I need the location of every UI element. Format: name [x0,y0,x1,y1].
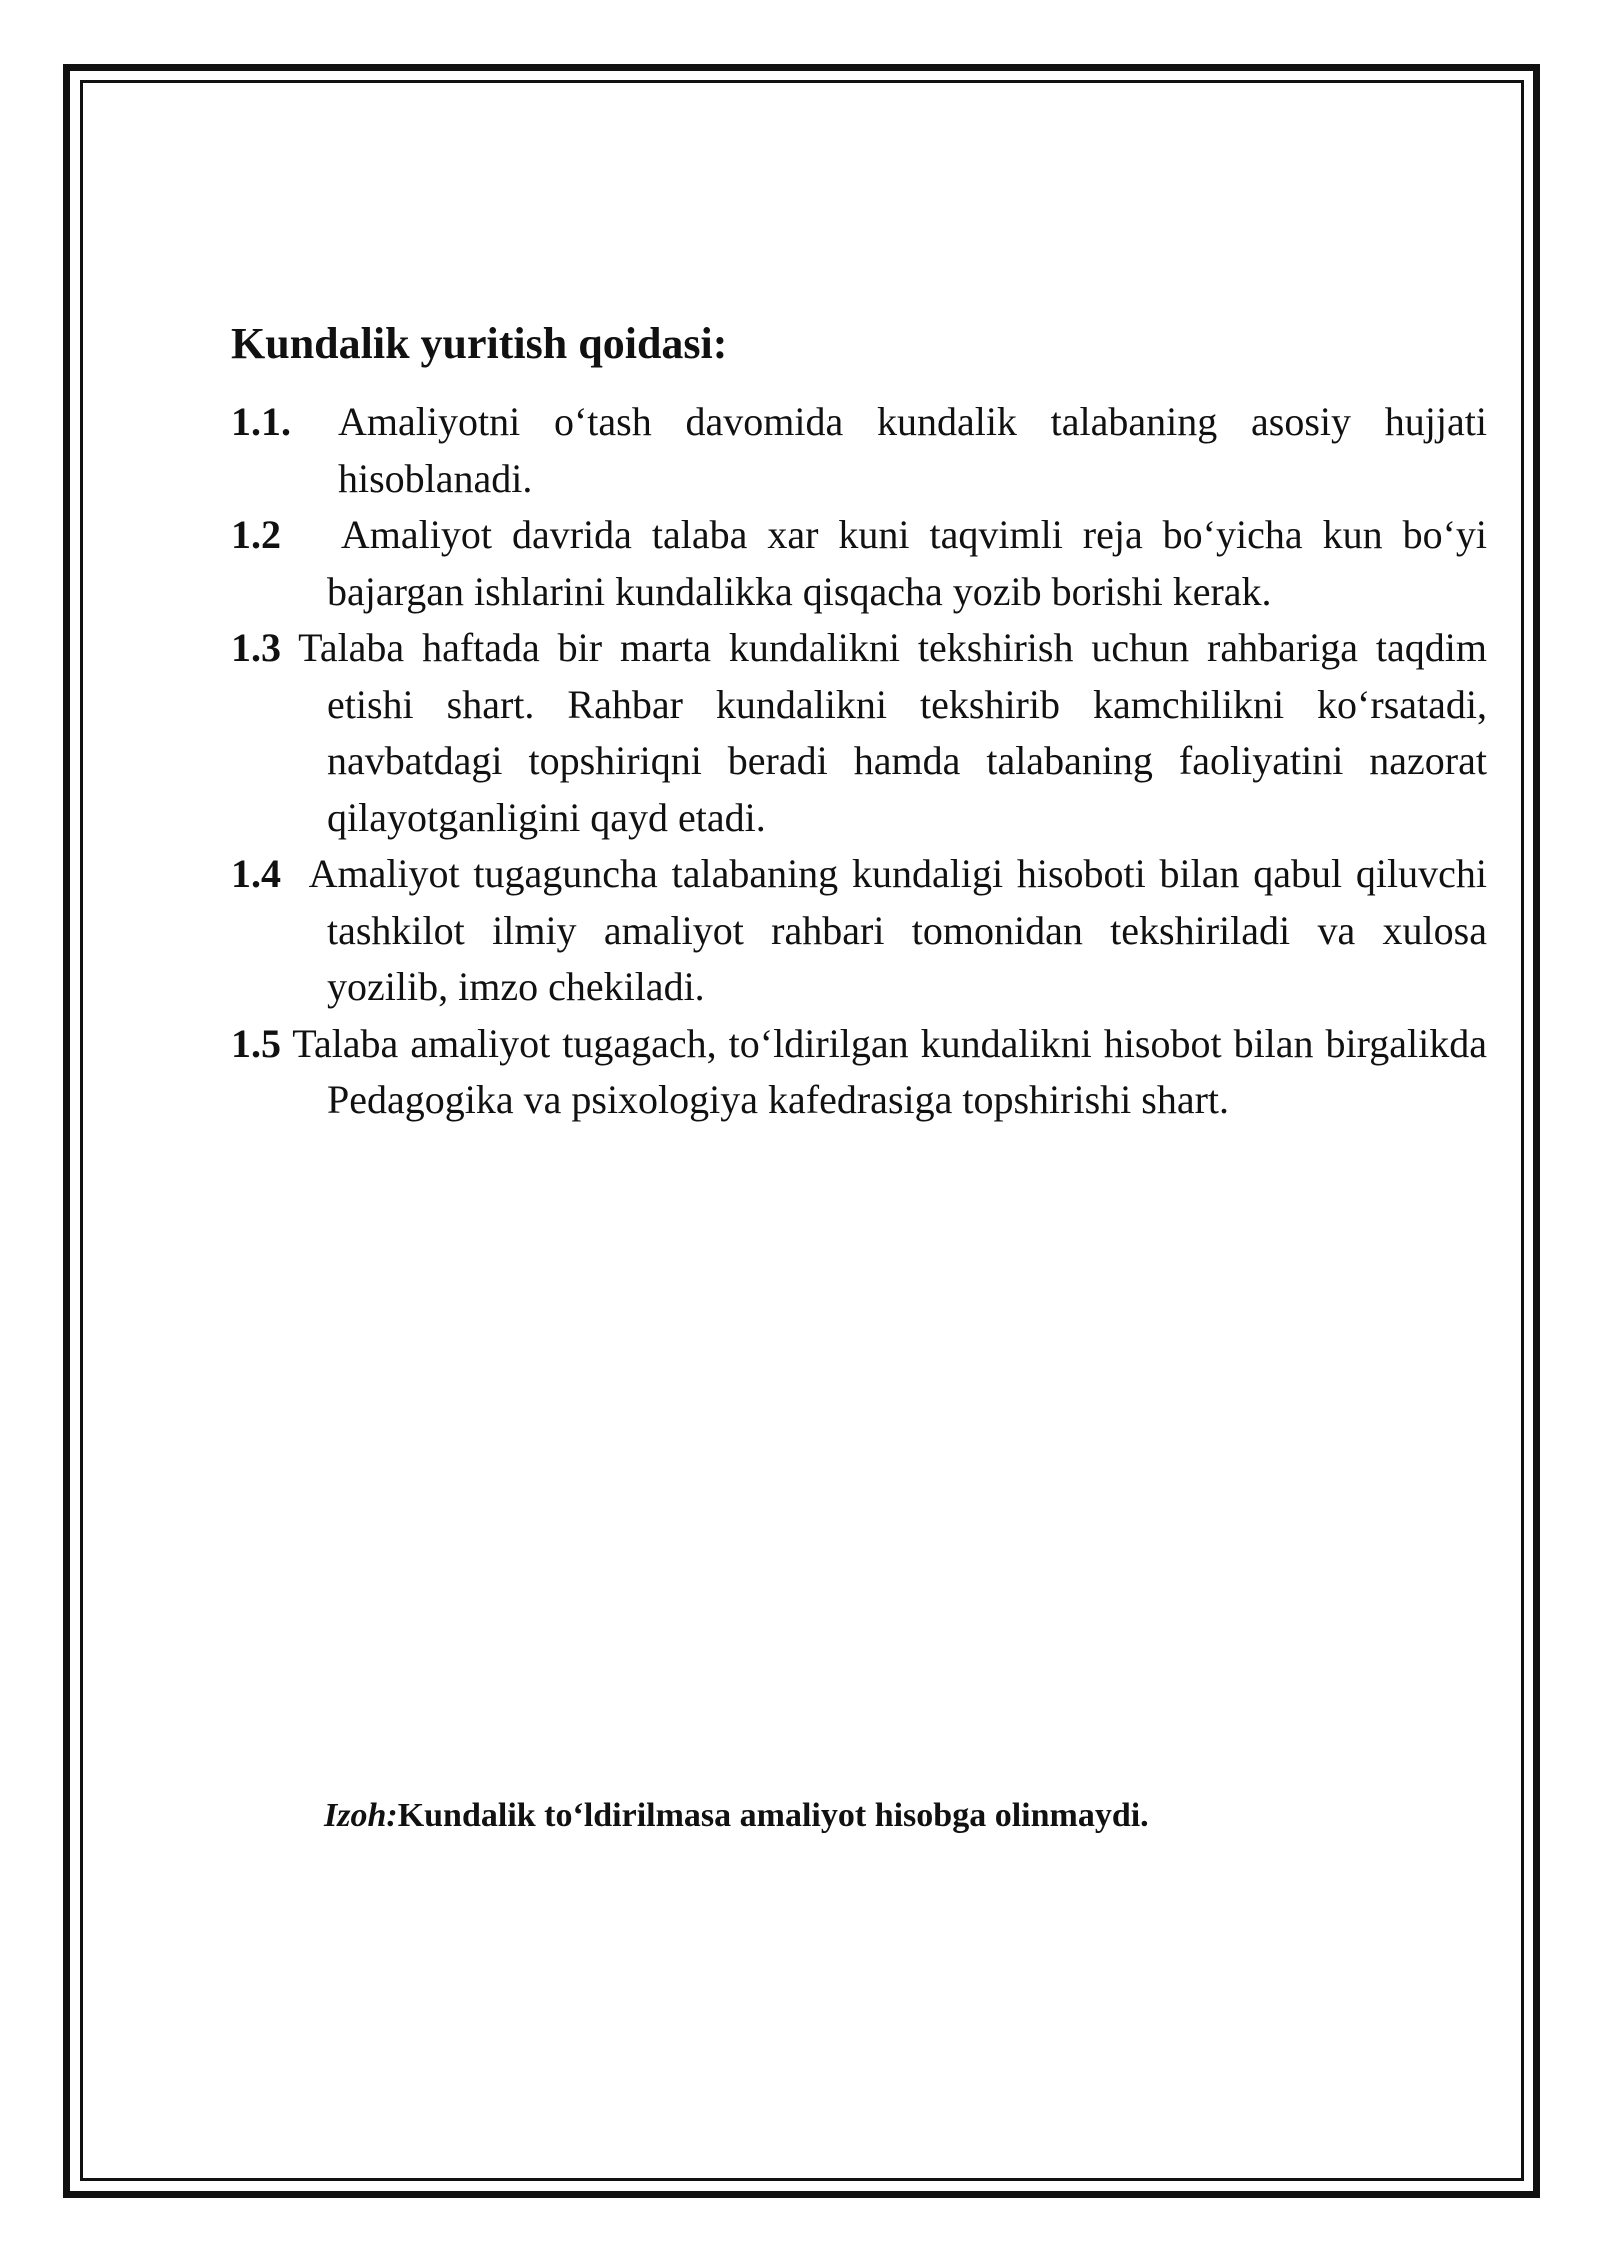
rule-number: 1.3 [231,625,281,670]
rule-text: Amaliyot tugaguncha talabaning kundaligi hisoboti bilan qabul qiluvchi tashkilot ilmiy amaliyot rahbari tomonidan tekshiriladi va xulosa yozilib, imzo chekiladi. [308,851,1488,1009]
footnote-text: Kundalik to‘ldirilmasa amaliyot hisobga olinmaydi. [397,1797,1149,1834]
rule-item [231,846,1487,1016]
rule-item [231,394,1487,507]
rule-number: 1.1. [231,399,291,444]
rule-item [231,1016,1487,1129]
rule-text: Amaliyot davrida talaba xar kuni taqvimli reja bo‘yicha kun bo‘yi bajargan ishlarini kundalikka qisqacha yozib borishi kerak. [327,512,1487,614]
rule-text: Amaliyotni o‘tash davomida kundalik talabaning asosiy hujjati hisoblanadi. [338,399,1487,501]
footnote [324,1794,1149,1838]
rule-number: 1.2 [231,512,281,557]
rule-number: 1.5 [231,1020,281,1066]
rule-text: Talaba amaliyot tugagach, to‘ldirilgan kundalikni hisobot bilan birgalikda Pedagogika va psixologiya kafedrasiga topshirishi shart. [292,1020,1488,1122]
rule-text: Talaba haftada bir marta kundalikni tekshirish uchun rahbariga taqdim etishi shart. Rahbar kundalikni tekshirib kamchilikni ko‘rsatadi, navbatdagi topshiriqni beradi hamda talabaning faoliyatini nazorat qilayotganligini qayd etadi. [298,625,1487,840]
rules-section [231,318,1487,1129]
rule-item [231,620,1487,846]
page-title: Kundalik yuritish qoidasi: [231,319,728,368]
rule-number: 1.4 [231,851,281,896]
rule-item [231,507,1487,620]
footnote-label: Izoh: [324,1797,398,1834]
